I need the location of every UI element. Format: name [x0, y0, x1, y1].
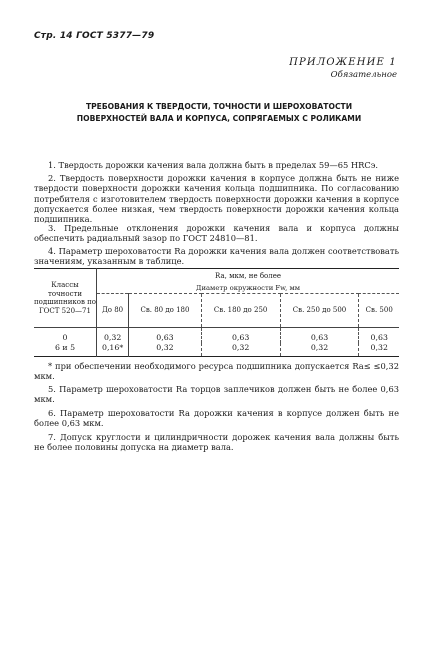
- table-cell: 0,63: [359, 328, 399, 343]
- paragraph-6: 6. Параметр шероховатости Ra дорожки качения в корпусе должен быть не более 0,63 мкм.: [34, 408, 399, 429]
- appendix-title: ПРИЛОЖЕНИЕ 1: [289, 57, 397, 68]
- appendix-status: Обязательное: [330, 70, 397, 80]
- table-cell: 0,32: [359, 343, 399, 357]
- appendix-label: [289, 57, 397, 80]
- title-line-1: ТРЕБОВАНИЯ К ТВЕРДОСТИ, ТОЧНОСТИ И ШЕРОХОВАТОСТИ: [85, 102, 353, 111]
- diameter-header: Диаметр окружности Fw, мм: [97, 282, 400, 294]
- row-class: 6 и 5: [54, 342, 76, 352]
- table-cell: 0,32: [97, 328, 129, 343]
- paragraph-7: 7. Допуск круглости и цилиндричности дорожек качения вала должны быть не более половины допуска на диаметр вала.: [34, 432, 399, 453]
- paragraph-2: 2. Твердость поверхности дорожки качения в корпусе должна быть не ниже твердости поверхности дорожки качения кольца подшипника. По согласованию потребителя с изготовителем твердость поверхности дорожки качения в корпусе допускается более низкая, чем твердость поверхности дорожки качения кольца подшипника.: [34, 173, 399, 225]
- table-cell: 0,32: [129, 343, 201, 357]
- title-line-2: ПОВЕРХНОСТЕЙ ВАЛА И КОРПУСА, СОПРЯГАЕМЫХ С РОЛИКАМИ: [76, 114, 362, 123]
- subhead-3: Св. 180 до 250: [201, 294, 280, 328]
- roughness-table: [34, 268, 399, 357]
- subhead-1: До 80: [97, 294, 129, 328]
- table-row: [34, 328, 399, 343]
- paragraph-5: 5. Параметр шероховатости Ra торцов заплечиков должен быть не более 0,63 мкм.: [34, 384, 399, 405]
- subhead-2: Св. 80 до 180: [129, 294, 201, 328]
- table-row: [34, 343, 399, 357]
- footnote: * при обеспечении необходимого ресурса подшипника допускается Ra≤ ≤0,32 мкм.: [34, 361, 399, 382]
- section-title: [50, 101, 388, 125]
- row-class: 0: [62, 333, 68, 343]
- subhead-4: Св. 250 до 500: [280, 294, 359, 328]
- table-cell: 0,63: [280, 328, 359, 343]
- paragraph-1: 1. Твердость дорожки качения вала должна быть в пределах 59—65 HRCэ.: [48, 160, 379, 170]
- paragraph-4: 4. Параметр шероховатости Ra дорожки качения вала должен соответствовать значениям, указанным в таблице.: [34, 246, 399, 267]
- ra-header: Ra, мкм, не более: [97, 269, 400, 283]
- table-cell: 0,63: [129, 328, 201, 343]
- subhead-5: Св. 500: [359, 294, 399, 328]
- table-cell: 0,32: [280, 343, 359, 357]
- paragraph-3: 3. Предельные отклонения дорожки качения вала и корпуса должны обеспечить радиальный зазор по ГОСТ 24810—81.: [34, 223, 399, 244]
- classes-header: Классы точности подшипников по ГОСТ 520—71: [34, 269, 97, 328]
- table-cell: 0,63: [201, 328, 280, 343]
- table-cell: 0,16*: [97, 343, 129, 357]
- page-header: Стр. 14 ГОСТ 5377—79: [34, 31, 155, 41]
- table-cell: 0,32: [201, 343, 280, 357]
